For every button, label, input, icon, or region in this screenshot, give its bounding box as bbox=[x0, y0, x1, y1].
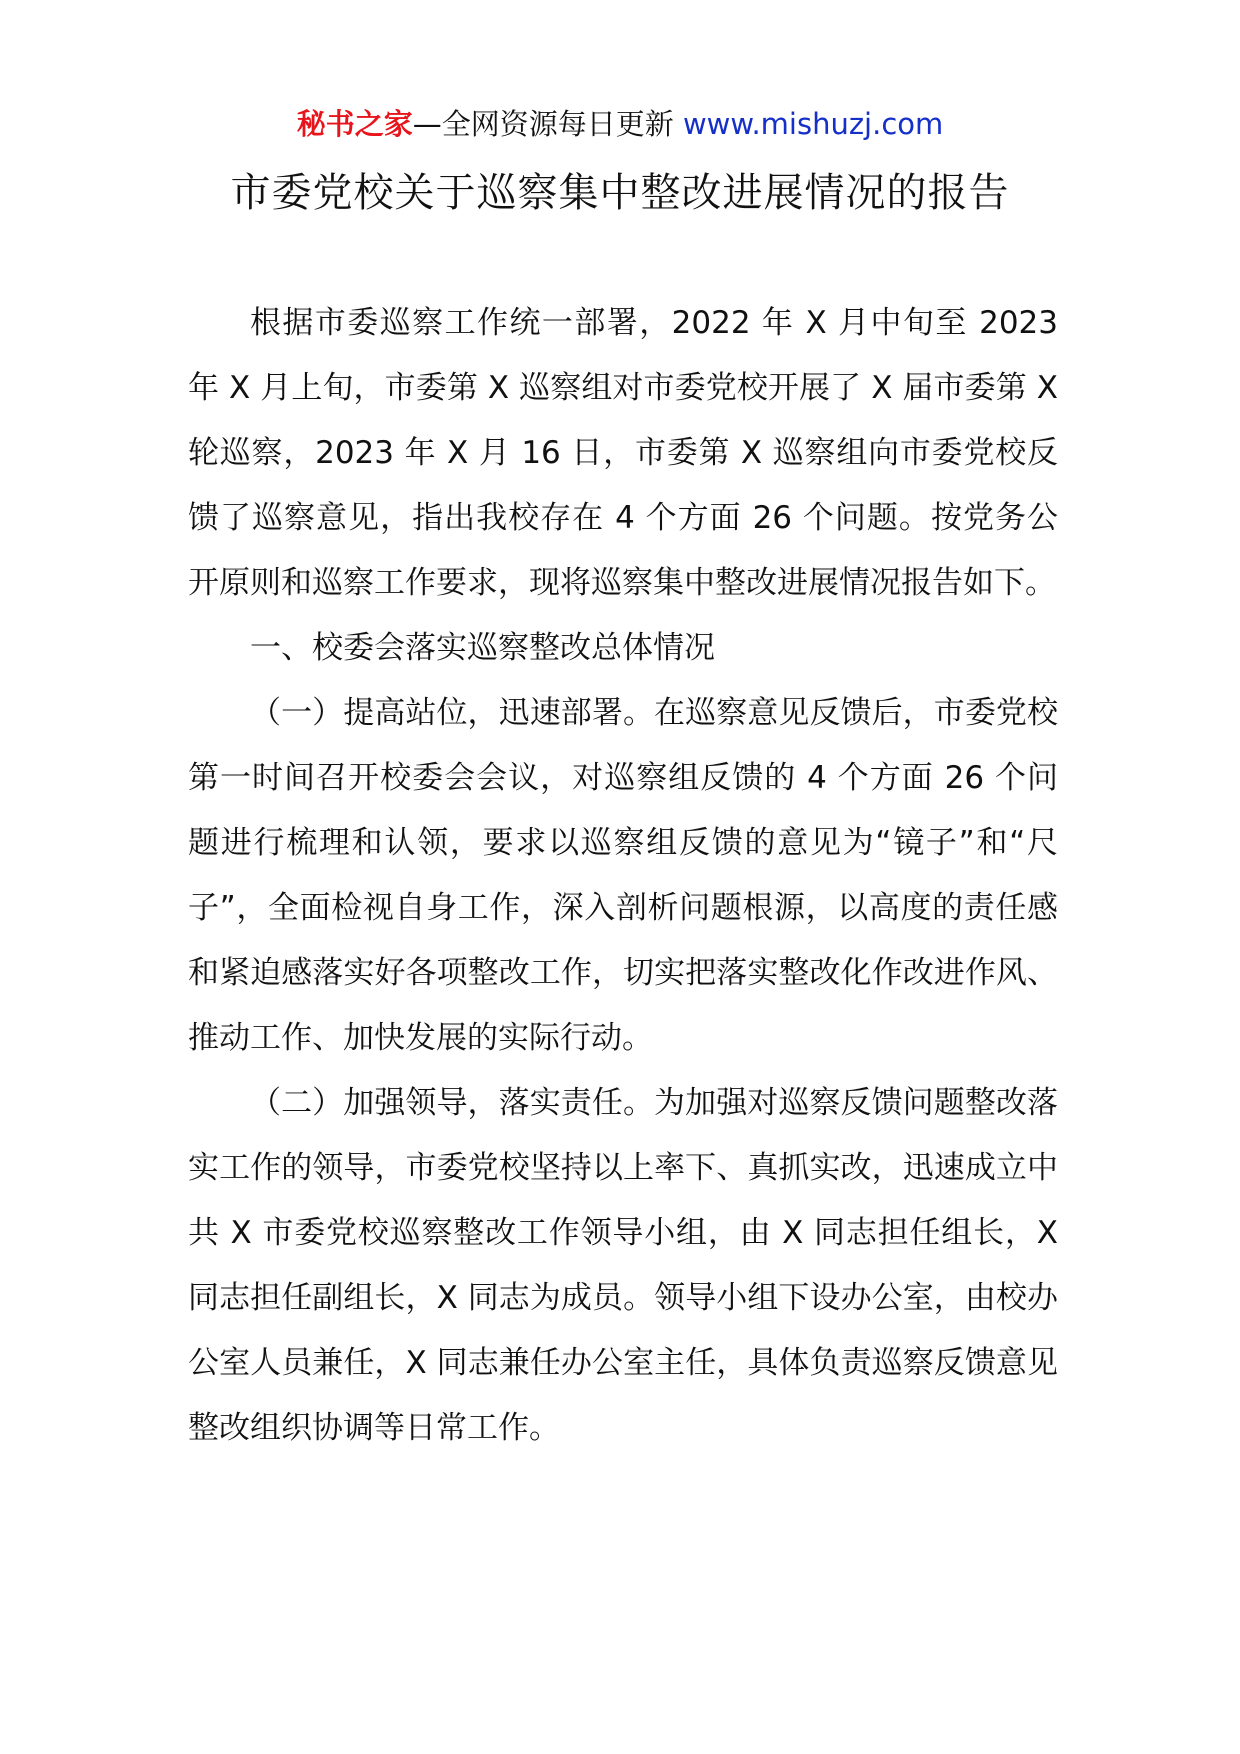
section-heading-1: 一、校委会落实巡察整改总体情况 bbox=[250, 630, 715, 666]
paragraph-intro: 根据市委巡察工作统一部署，2022 年 X 月中旬至 2023 年 X 月上旬，市委第 X 巡察组对市委党校开展了 X 届市委第 X 轮巡察，2023 年 X 月 16 日，市委第 X 巡察组向市委党校反馈了巡察意见，指出我校存在 4 个方面 26 个问题。按党务公开原则和巡察工作要求，现将巡察集中整改进展情况报告如下。 bbox=[188, 305, 1058, 601]
brand-name: 秘书之家 bbox=[296, 107, 413, 141]
paragraph-sub-1: （一）提高站位，迅速部署。在巡察意见反馈后，市委党校第一时间召开校委会会议，对巡察组反馈的 4 个方面 26 个问题进行梳理和认领，要求以巡察组反馈的意见为“镜子”和“尺子”，全面检视自身工作，深入剖析问题根源，以高度的责任感和紧迫感落实好各项整改工作，切实把落实整改化作改进作风、推动工作、加快发展的实际行动。 bbox=[188, 695, 1058, 1056]
header-tagline: —全网资源每日更新 bbox=[412, 107, 683, 141]
site-url-link[interactable]: www.mishuzj.com bbox=[682, 107, 944, 141]
paragraph-sub-2: （二）加强领导，落实责任。为加强对巡察反馈问题整改落实工作的领导，市委党校坚持以上率下、真抓实改，迅速成立中共 X 市委党校巡察整改工作领导小组，由 X 同志担任组长，X 同志担任副组长，X 同志为成员。领导小组下设办公室，由校办公室人员兼任，X 同志兼任办公室主任，具体负责巡察反馈意见整改组织协调等日常工作。 bbox=[188, 1085, 1058, 1446]
site-header bbox=[0, 104, 1240, 144]
document-title: 市委党校关于巡察集中整改进展情况的报告 bbox=[230, 170, 1010, 216]
document-body bbox=[188, 291, 1058, 1461]
